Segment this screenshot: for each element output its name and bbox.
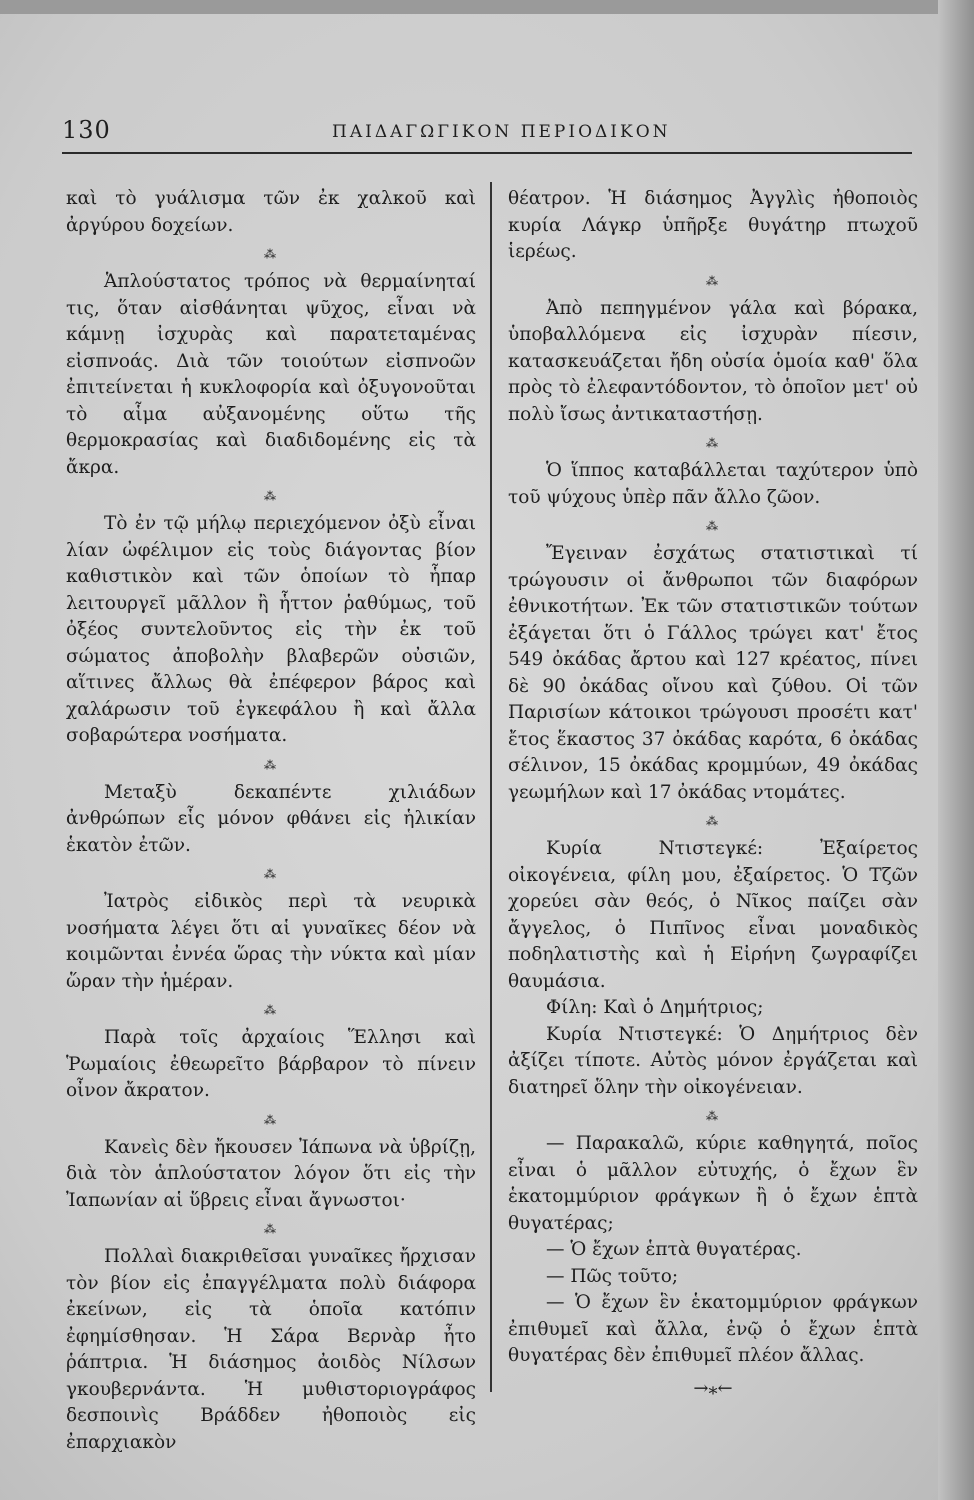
section-separator: ⁂ [264,867,278,881]
section-separator: ⁂ [264,1112,278,1127]
scan-right-edge [938,0,974,1500]
paragraph: Παρὰ τοῖς ἀρχαίοις Ἕλλησι καὶ Ῥωμαίοις ἐθεωρεῖτο βάρβαρον τὸ πίνειν οἶνον ἄκρατον. [66,1027,476,1101]
dialogue-line: — Ὁ ἔχων ἓν ἑκατομμύριον φράγκων ἐπιθυμεῖ καὶ ἄλλα, ἐνῷ ὁ ἔχων ἑπτὰ θυγατέρας δὲν ἐπιθυμεῖ πλέον ἄλλας. [508,1292,918,1366]
left-column [66,186,476,1456]
page-header [62,116,912,156]
dialogue-line: Κυρία Ντιστεγκέ: Ὁ Δημήτριος δὲν ἀξίζει τίποτε. Αὐτὸς μόνον ἐργάζεται καὶ διατηρεῖ ὅλην τὴν οἰκογένειαν. [508,1023,918,1098]
section-separator: ⁂ [264,757,278,772]
section-separator: ⁂ [706,1109,720,1123]
section-separator: ⁂ [264,247,278,261]
end-ornament: →⁎← [693,1377,733,1399]
paragraph: Πολλαὶ διακριθεῖσαι γυναῖκες ἤρχισαν τὸν βίον εἰς ἐπαγγέλματα πολὺ διάφορα ἐκείνων, εἰς τὰ ὁποῖα κατόπιν ἐφημίσθησαν. Ἡ Σάρα Βερνὰρ ἦτο ῥάπτρια. Ἡ διάσημος ἀοιδὸς Νίλσων γκουβερνάντα. Ἡ μυθιστοριογράφος δεσποινὶς Βράδδεν ἠθοποιὸς εἰς ἐπαρχιακὸν [66,1246,476,1453]
column-divider [490,182,492,1392]
header-rule [62,152,912,154]
paragraph: Ἔγειναν ἐσχάτως στατιστικαὶ τί τρώγουσιν οἱ ἄνθρωποι τῶν διαφόρων ἐθνικοτήτων. Ἐκ τῶν στατιστικῶν τούτων ἐξάγεται ὅτι ὁ Γάλλος τρώγει κατ' ἔτος 549 ὀκάδας ἄρτου καὶ 127 κρέατος, πίνει δὲ 90 ὀκάδας οἴνου καὶ ζύθου. Οἱ τῶν Παρισίων κάτοικοι τρώγουσι προσέτι κατ' ἔτος ἕκαστος 37 ὀκάδας καρότα, 6 ὀκάδας σέλινον, 15 ὀκάδας κρομμύων, 49 ὀκάδας γεωμήλων καὶ 17 ὀκάδας ντομάτες. [508,543,918,803]
dialogue-line: Κυρία Ντιστεγκέ: Ἐξαίρετος οἰκογένεια, φίλη μου, ἐξαίρετος. Ὁ Τζῶν χορεύει σὰν θεός, ὁ Νῖκος παίζει σὰν ἄγγελος, ὁ Πιπῖνος εἶναι μοναδικὸς ποδηλατιστὴς καὶ ἡ Εἰρήνη ζωγραφίζει θαυμάσια. [508,838,918,992]
scan-top-edge [0,0,974,14]
dialogue-line: — Παρακαλῶ, κύριε καθηγητά, ποῖος εἶναι ὁ μᾶλλον εὐτυχής, ὁ ἔχων ἓν ἑκατομμύριον φράγκων ἢ ὁ ἔχων ἑπτὰ θυγατέρας; [508,1133,918,1234]
section-separator: ⁂ [264,1222,278,1236]
page-number: 130 [62,116,111,144]
paragraph: Ἀπὸ πεπηγμένον γάλα καὶ βόρακα, ὑποβαλλόμενα εἰς ἰσχυρὰν πίεσιν, κατασκευάζεται ἤδη οὐσία ὁμοία καθ' ὅλα πρὸς τὸ ἐλεφαντόδοντον, τὸ ὁποῖον μετ' οὐ πολὺ ἴσως ἀντικαταστήσῃ. [508,297,918,425]
paragraph: Κανεὶς δὲν ἤκουσεν Ἰάπωνα νὰ ὑβρίζῃ, διὰ τὸν ἁπλούστατον λόγον ὅτι εἰς τὴν Ἰαπωνίαν αἱ ὕβρεις εἶναι ἄγνωστοι· [66,1136,476,1211]
section-separator: ⁂ [706,519,720,533]
paragraph: Ἰατρὸς εἰδικὸς περὶ τὰ νευρικὰ νοσήματα λέγει ὅτι αἱ γυναῖκες δέον νὰ κοιμῶνται ἐννέα ὥρας τὴν νύκτα καὶ μίαν ὥραν τὴν ἡμέραν. [66,891,476,992]
right-column [508,186,918,1402]
dialogue-line: Φίλη: Καὶ ὁ Δημήτριος; [546,997,764,1018]
running-title: ΠΑΙΔΑΓΩΓΙΚΟΝ ΠΕΡΙΟΔΙΚΟΝ [332,122,671,142]
section-separator: ⁂ [706,814,720,828]
dialogue-line: — Πῶς τοῦτο; [546,1265,679,1287]
section-separator: ⁂ [264,1003,278,1017]
paragraph: Τὸ ἐν τῷ μήλῳ περιεχόμενον ὀξὺ εἶναι λίαν ὠφέλιμον εἰς τοὺς διάγοντας βίον καθιστικὸν καὶ τῶν ὁποίων τὸ ἧπαρ λειτουργεῖ μᾶλλον ἢ ἧττον ῥαθύμως, τοῦ ὀξέος συντελοῦντος εἰς τὴν ἐκ τοῦ σώματος ἀποβολὴν βλαβερῶν οὐσιῶν, αἵτινες ἄλλως θὰ ἐπέφερον βάρος καὶ χαλάρωσιν τοῦ ἐγκεφάλου ἢ καὶ ἄλλα σοβαρώτερα νοσήματα. [66,513,476,746]
dialogue-line: — Ὁ ἔχων ἑπτὰ θυγατέρας. [546,1239,802,1260]
section-separator: ⁂ [264,489,278,503]
paragraph: καὶ τὸ γυάλισμα τῶν ἐκ χαλκοῦ καὶ ἀργύρου δοχείων. [66,188,476,236]
paragraph: Ἁπλούστατος τρόπος νὰ θερμαίνηταί τις, ὅταν αἰσθάνηται ψῦχος, εἶναι νὰ κάμνῃ ἰσχυρὰς καὶ παρατεταμένας εἰσπνοάς. Διὰ τῶν τοιούτων εἰσπνοῶν ἐπιτείνεται ἡ κυκλοφορία καὶ ὀξυγονοῦται τὸ αἷμα αὐξανομένης οὕτω τῆς θερμοκρασίας καὶ διαδιδομένης εἰς τὰ ἄκρα. [66,271,476,478]
paragraph: Μεταξὺ δεκαπέντε χιλιάδων ἀνθρώπων εἷς μόνον φθάνει εἰς ἡλικίαν ἑκατὸν ἐτῶν. [66,781,476,856]
section-separator: ⁂ [706,436,720,450]
paragraph: θέατρον. Ἡ διάσημος Ἀγγλὶς ἠθοποιὸς κυρία Λάγκρ ὑπῆρξε θυγάτηρ πτωχοῦ ἱερέως. [508,188,918,262]
section-separator: ⁂ [706,273,720,288]
paragraph: Ὁ ἵππος καταβάλλεται ταχύτερον ὑπὸ τοῦ ψύχους ὑπὲρ πᾶν ἄλλο ζῶον. [508,460,918,508]
